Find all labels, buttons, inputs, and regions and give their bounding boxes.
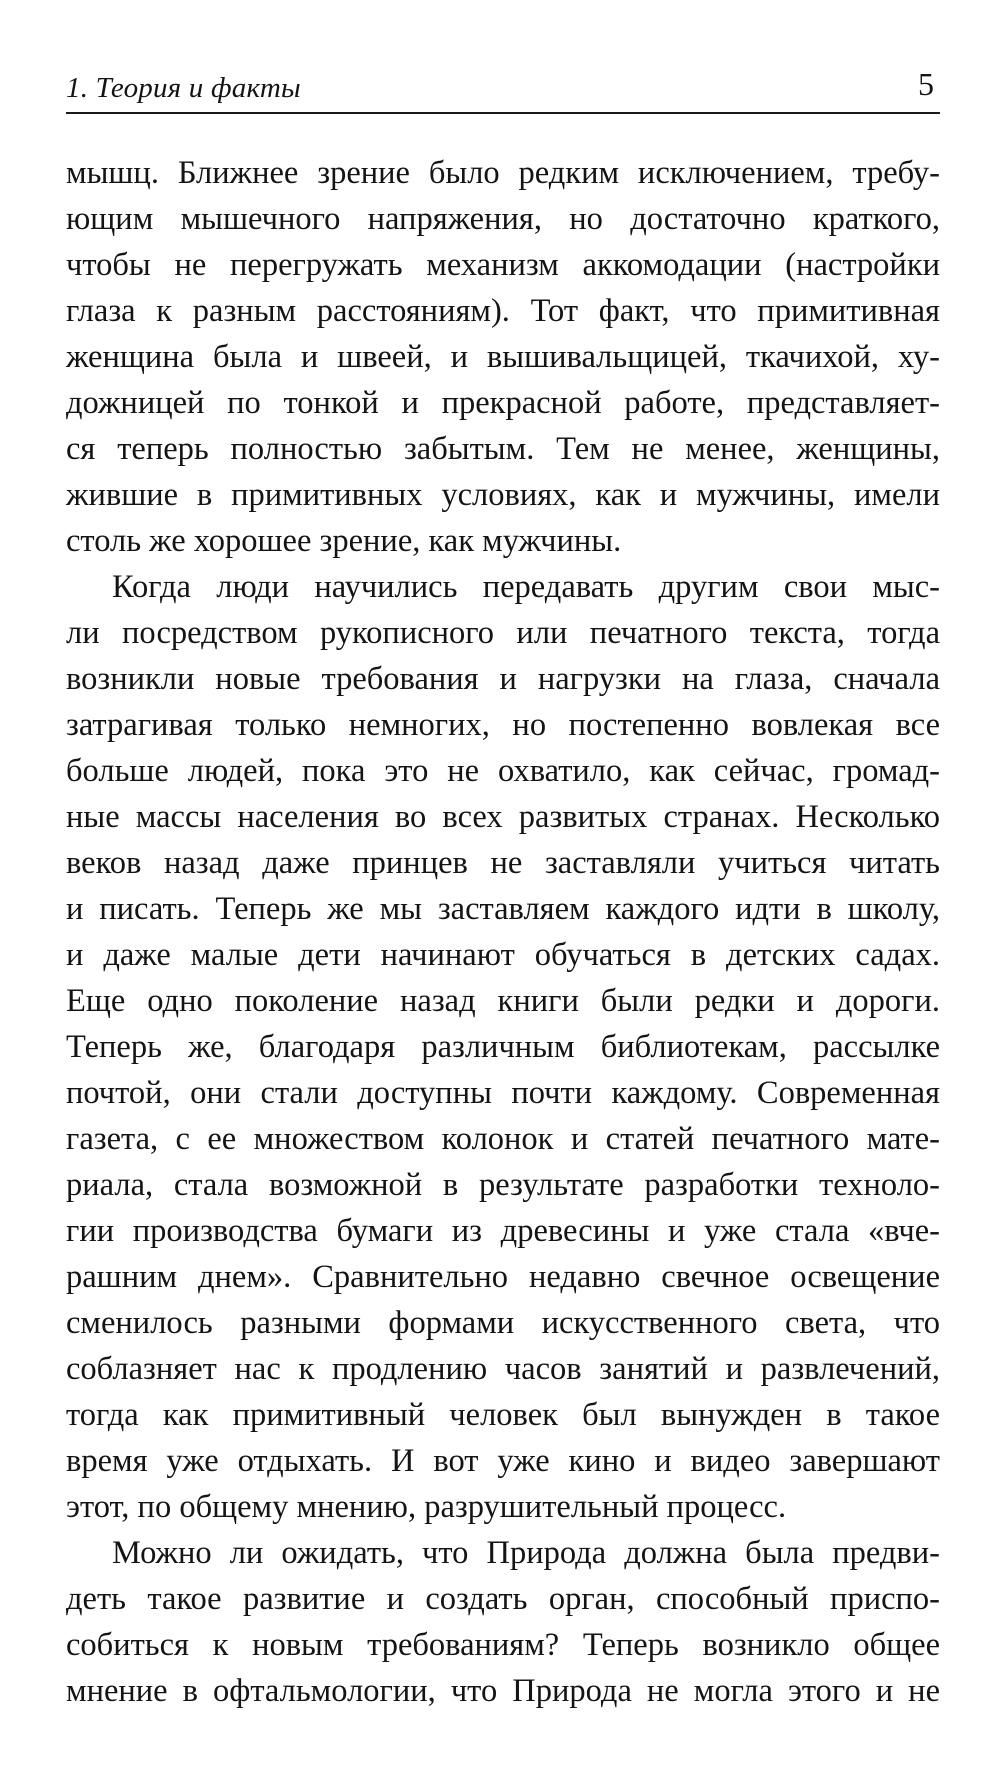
text-line: газета, с ее множеством колонок и статей печатного мате- <box>66 1121 940 1157</box>
text-line: деть такое развитие и создать орган, способный приспо- <box>66 1581 940 1617</box>
text-line: ющим мышечного напряжения, но достаточно краткого, <box>66 201 940 237</box>
text-line: чтобы не перегружать механизм аккомодации (настройки <box>66 247 940 283</box>
text-line: жившие в примитивных условиях, как и мужчины, имели <box>66 477 940 513</box>
text-line: дожницей по тонкой и прекрасной работе, представляет- <box>66 385 940 421</box>
text-line: Когда люди научились передавать другим свои мыс- <box>112 569 940 605</box>
text-line: Теперь же, благодаря различным библиотекам, рассылке <box>66 1029 940 1065</box>
text-line: ся теперь полностью забытым. Тем не менее, женщины, <box>66 431 940 467</box>
paragraph <box>66 150 940 564</box>
text-line: почтой, они стали доступны почти каждому. Современная <box>66 1075 940 1111</box>
text-line: больше людей, пока это не охватило, как сейчас, громад- <box>66 753 940 789</box>
paragraph <box>66 1530 940 1714</box>
text-line: собиться к новым требованиям? Теперь возникло общее <box>66 1627 940 1663</box>
text-line: возникли новые требования и нагрузки на глаза, сначала <box>66 661 940 697</box>
text-line: ные массы населения во всех развитых странах. Несколько <box>66 799 940 835</box>
text-line: и писать. Теперь же мы заставляем каждого идти в школу, <box>66 891 940 927</box>
text-line: глаза к разным расстояниям). Тот факт, что примитивная <box>66 293 940 329</box>
text-line: ли посредством рукописного или печатного текста, тогда <box>66 615 940 651</box>
text-line: затрагивая только немногих, но постепенно вовлекая все <box>66 707 940 743</box>
text-line: сменилось разными формами искусственного света, что <box>66 1305 940 1341</box>
text-line: этот, по общему мнению, разрушительный процесс. <box>66 1489 787 1525</box>
text-line: тогда как примитивный человек был вынужден в такое <box>66 1397 940 1433</box>
text-line: Можно ли ожидать, что Природа должна была предви- <box>112 1535 940 1571</box>
running-header <box>66 62 940 114</box>
text-line: женщина была и швеей, и вышивальщицей, ткачихой, ху- <box>66 339 940 375</box>
text-line: мнение в офтальмологии, что Природа не могла этого и не <box>66 1673 940 1709</box>
body-text <box>66 150 940 1714</box>
text-line: веков назад даже принцев не заставляли учиться читать <box>66 845 940 881</box>
chapter-title: 1. Теория и факты <box>66 72 301 104</box>
text-line: соблазняет нас к продлению часов занятий и развлечений, <box>66 1351 940 1387</box>
text-line: и даже малые дети начинают обучаться в детских садах. <box>66 937 940 973</box>
text-line: мышц. Ближнее зрение было редким исключением, требу- <box>66 155 940 191</box>
text-line: рашним днем». Сравнительно недавно свечное освещение <box>66 1259 940 1295</box>
text-line: время уже отдыхать. И вот уже кино и видео завершают <box>66 1443 940 1479</box>
text-line: риала, стала возможной в результате разработки техноло- <box>66 1167 940 1203</box>
text-line: столь же хорошее зрение, как мужчины. <box>66 523 622 559</box>
text-line: гии производства бумаги из древесины и уже стала «вче- <box>66 1213 940 1249</box>
page-number: 5 <box>918 66 934 102</box>
text-line: Еще одно поколение назад книги были редки и дороги. <box>66 983 940 1019</box>
paragraph <box>66 564 940 1530</box>
